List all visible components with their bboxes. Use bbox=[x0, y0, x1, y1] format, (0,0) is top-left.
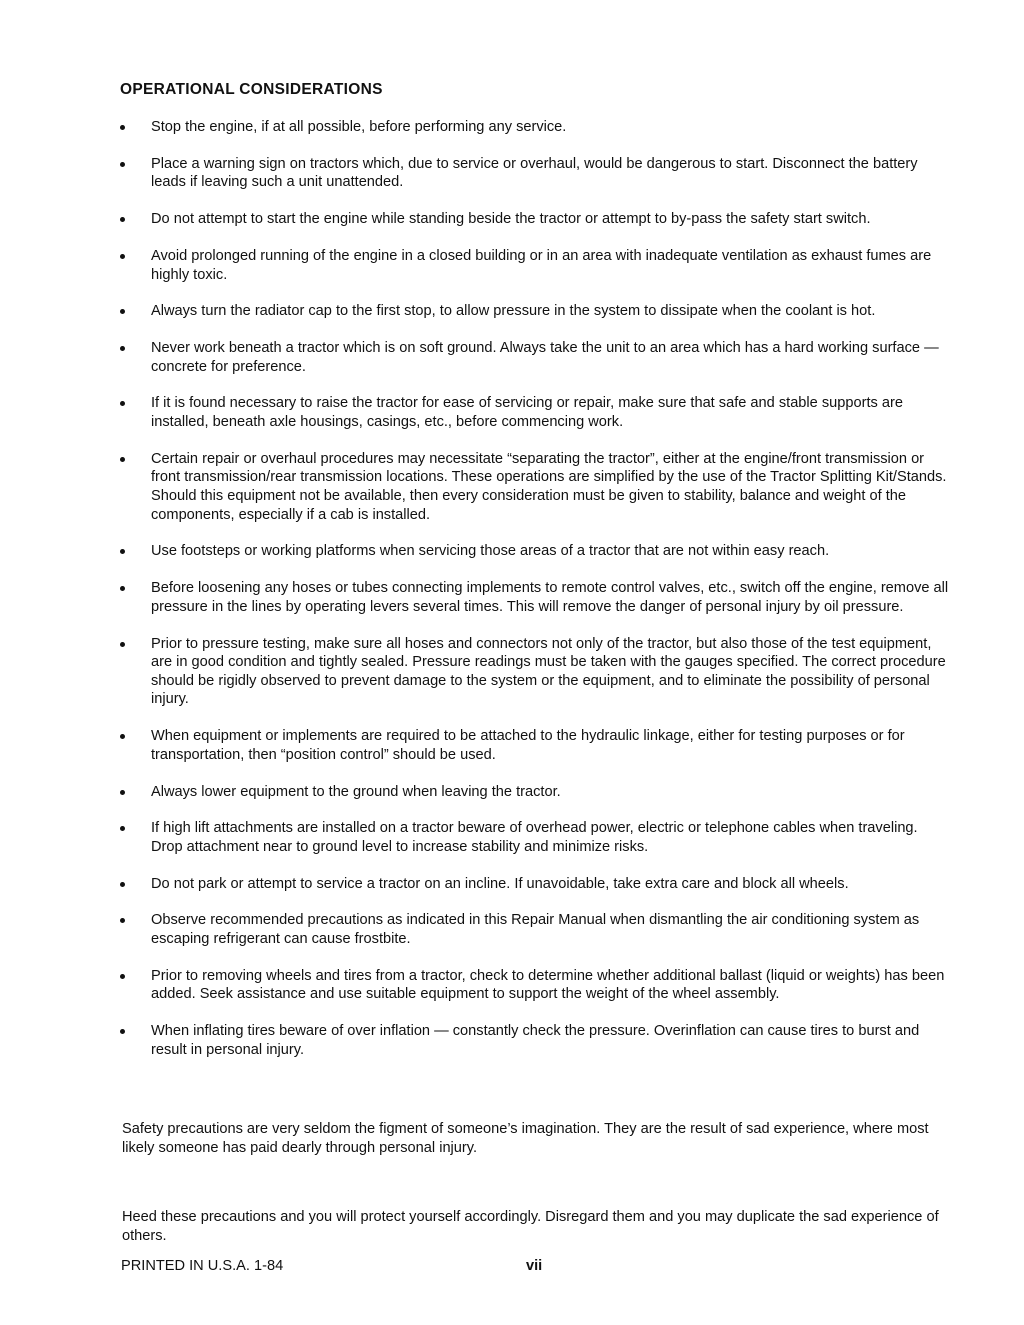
bullet-icon bbox=[120, 162, 125, 167]
list-item-text: When inflating tires beware of over inflation — constantly check the pressure. Overinflation can cause tires to burst and result in personal injury. bbox=[151, 1023, 920, 1058]
list-item-text: Prior to removing wheels and tires from a tractor, check to determine whether additional ballast (liquid or weights) has been added. Seek assistance and use suitable equipment to support the weight of the wheel assembly. bbox=[151, 967, 945, 1003]
page-number: vii bbox=[526, 1258, 543, 1274]
closing-paragraph: Heed these precautions and you will protect yourself accordingly. Disregard them and you may duplicate the sad experience of others. bbox=[122, 1209, 939, 1244]
list-item bbox=[120, 579, 952, 616]
list-item bbox=[120, 1022, 952, 1059]
bullet-icon bbox=[120, 346, 125, 351]
list-item bbox=[120, 727, 952, 764]
list-item-text: Avoid prolonged running of the engine in a closed building or in an area with inadequate ventilation as exhaust fumes are highly toxic. bbox=[151, 247, 932, 283]
bullet-icon bbox=[120, 974, 125, 979]
bullet-icon bbox=[120, 457, 125, 462]
list-item-text: Observe recommended precautions as indicated in this Repair Manual when dismantling the air conditioning system as escaping refrigerant can cause frostbite. bbox=[151, 912, 920, 948]
bullet-icon bbox=[120, 254, 125, 259]
list-item bbox=[120, 210, 952, 229]
list-item bbox=[120, 783, 952, 802]
list-item-text: Do not attempt to start the engine while standing beside the tractor or attempt to by-pass the safety start switch. bbox=[151, 211, 871, 228]
bullet-icon bbox=[120, 918, 125, 923]
list-item-text: Do not park or attempt to service a tractor on an incline. If unavoidable, take extra care and block all wheels. bbox=[151, 875, 849, 892]
list-item bbox=[120, 542, 952, 561]
list-item bbox=[120, 118, 952, 137]
list-item bbox=[120, 875, 952, 894]
list-item-text: Always turn the radiator cap to the first stop, to allow pressure in the system to dissipate when the coolant is hot. bbox=[151, 303, 876, 320]
bullet-icon bbox=[120, 125, 125, 130]
bullet-icon bbox=[120, 642, 125, 647]
list-item-text: Always lower equipment to the ground when leaving the tractor. bbox=[151, 783, 561, 800]
list-item bbox=[120, 635, 952, 709]
list-item-text: Certain repair or overhaul procedures may necessitate “separating the tractor”, either at the engine/front transmission or front transmission/rear transmission locations. These operations are simplified by the use of the Tractor Splitting Kit/Stands. Should this equipment not be available, then every consideration must be given to stability, balance and weight of the components, especially if a cab is installed. bbox=[151, 450, 947, 523]
bullet-icon bbox=[120, 1029, 125, 1034]
list-item bbox=[120, 339, 952, 376]
list-item bbox=[120, 394, 952, 431]
bullet-icon bbox=[120, 549, 125, 554]
bullet-icon bbox=[120, 217, 125, 222]
bullet-icon bbox=[120, 826, 125, 831]
list-item bbox=[120, 302, 952, 321]
bullet-icon bbox=[120, 309, 125, 314]
list-item bbox=[120, 155, 952, 192]
list-item-text: When equipment or implements are required to be attached to the hydraulic linkage, either for testing purposes or for transportation, then “position control” should be used. bbox=[151, 728, 905, 763]
list-item bbox=[120, 967, 952, 1004]
bullet-icon bbox=[120, 586, 125, 591]
bullet-icon bbox=[120, 401, 125, 406]
list-item bbox=[120, 819, 952, 856]
closing-paragraph: Safety precautions are very seldom the figment of someone’s imagination. They are the result of sad experience, where most likely someone has paid dearly through personal injury. bbox=[122, 1121, 929, 1156]
list-item-text: Use footsteps or working platforms when servicing those areas of a tractor that are not within easy reach. bbox=[151, 543, 830, 560]
list-item bbox=[120, 450, 952, 524]
bullet-icon bbox=[120, 882, 125, 887]
section-heading: OPERATIONAL CONSIDERATIONS bbox=[120, 81, 383, 98]
list-item-text: Never work beneath a tractor which is on soft ground. Always take the unit to an area which has a hard working surface — concrete for preference. bbox=[151, 340, 939, 375]
list-item-text: If it is found necessary to raise the tractor for ease of servicing or repair, make sure that safe and stable supports are installed, beneath axle housings, casings, etc., before commencing work. bbox=[151, 395, 903, 431]
print-info: PRINTED IN U.S.A. 1-84 bbox=[121, 1258, 284, 1274]
list-item-text: Place a warning sign on tractors which, due to service or overhaul, would be dangerous to start. Disconnect the battery leads if leaving such a unit unattended. bbox=[151, 155, 918, 191]
precautions-list bbox=[120, 118, 952, 1078]
list-item-text: Stop the engine, if at all possible, before performing any service. bbox=[151, 119, 567, 135]
list-item-text: Before loosening any hoses or tubes connecting implements to remote control valves, etc., switch off the engine, remove all pressure in the lines by operating levers several times. This will remove the danger of personal injury by oil pressure. bbox=[151, 580, 949, 615]
bullet-icon bbox=[120, 790, 125, 795]
list-item bbox=[120, 247, 952, 284]
list-item-text: If high lift attachments are installed on a tractor beware of overhead power, electric or telephone cables when traveling. Drop attachment near to ground level to increase stability and minimize risks. bbox=[151, 820, 918, 855]
bullet-icon bbox=[120, 734, 125, 739]
list-item-text: Prior to pressure testing, make sure all hoses and connectors not only of the tractor, but also those of the test equipment, are in good condition and tightly sealed. Pressure readings must be taken with the gauges specified. The correct procedure should be rigidly observed to prevent damage to the system or the equipment, and to eliminate the possibility of personal injury. bbox=[151, 635, 946, 708]
list-item bbox=[120, 911, 952, 948]
